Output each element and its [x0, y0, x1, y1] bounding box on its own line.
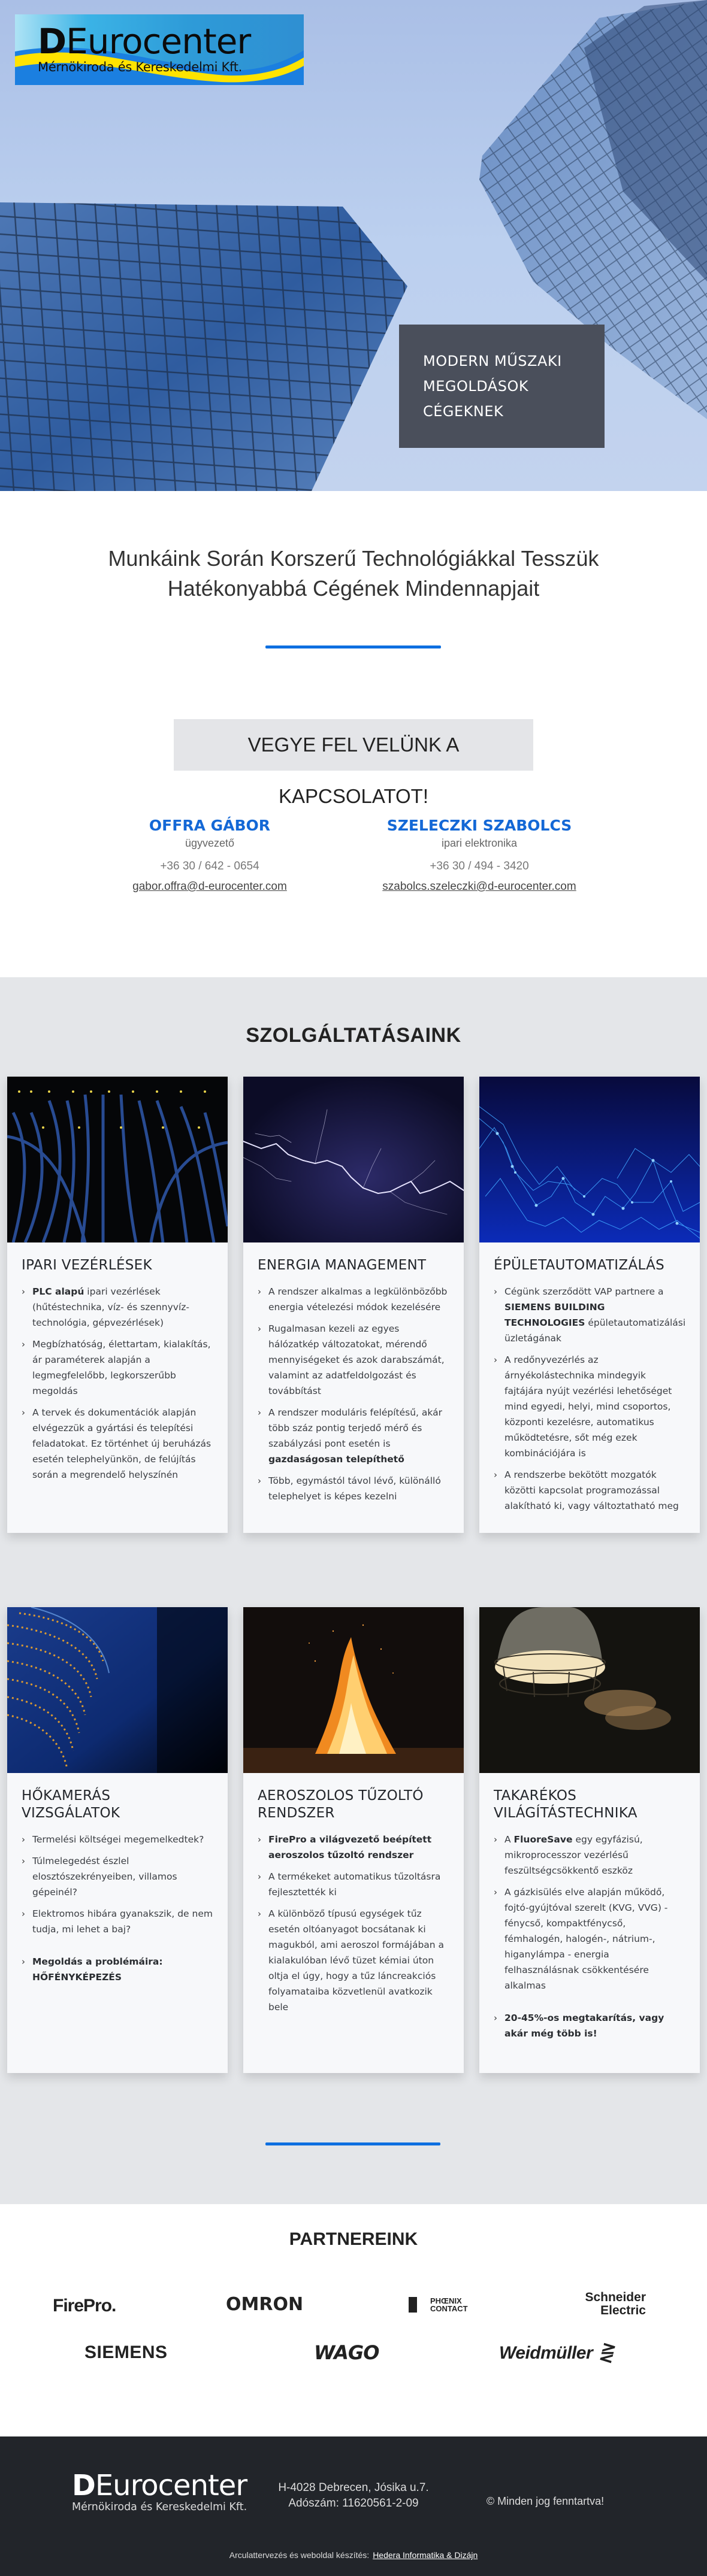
services-heading: SZOLGÁLTATÁSAINK	[246, 1024, 461, 1047]
intro-line: Hatékonyabbá Cégének Mindennapjait	[167, 576, 540, 601]
chevron-right-icon: ›	[258, 1475, 261, 1486]
list-item: › Termelési költségei megemelkedtek?	[22, 1832, 214, 1847]
partner-logo-wago[interactable]: WAGO	[314, 2341, 379, 2364]
footer-credit	[0, 2550, 707, 2560]
contact-phone[interactable]: +36 30 / 494 - 3420	[430, 860, 529, 872]
partner-logo-omron[interactable]: OMRON	[226, 2294, 304, 2315]
hero-tagline	[399, 325, 605, 448]
contact-role: ipari elektronika	[441, 837, 518, 849]
contact-email-link[interactable]: szabolcs.szeleczki@d-eurocenter.com	[382, 880, 576, 893]
chevron-right-icon: ›	[494, 1286, 497, 1297]
chevron-right-icon: ›	[494, 1887, 497, 1898]
chevron-right-icon: ›	[258, 1908, 261, 1919]
network-mesh-image	[479, 1077, 700, 1242]
service-card	[479, 1077, 700, 1533]
partner-logo-siemens[interactable]: SIEMENS	[84, 2342, 168, 2362]
service-card	[479, 1607, 700, 2073]
chevron-right-icon: ›	[258, 1323, 261, 1334]
service-title: HŐKAMERÁS VIZSGÁLATOK	[22, 1788, 120, 1821]
service-title: AEROSZOLOS TŰZOLTÓ RENDSZER	[258, 1788, 424, 1821]
chevron-right-icon: ›	[22, 1339, 25, 1350]
contact-us-button[interactable]: VEGYE FEL VELÜNK A KAPCSOLATOT!	[174, 719, 533, 771]
credit-label: Arculattervezés és weboldal készítés:	[229, 2550, 370, 2560]
logo-wordmark: DEurocenter	[38, 21, 251, 62]
pendant-lamp-image	[479, 1607, 700, 1773]
list-item: › PLC alapú ipari vezérlések (hűtéstechnika, víz- és szennyvíz-technológia, gépvezérlések)	[22, 1284, 214, 1331]
chevron-right-icon: ›	[258, 1407, 261, 1418]
chevron-right-icon: ›	[22, 1908, 25, 1919]
chevron-right-icon: ›	[494, 2013, 497, 2023]
service-list	[22, 1284, 214, 1483]
credit-link[interactable]: Hedera Informatika & Dizájn	[373, 2550, 478, 2560]
footer-logo[interactable]: DEurocenter	[72, 2469, 247, 2502]
contact-name: SZELECZKI SZABOLCS	[386, 817, 572, 834]
footer-address	[273, 2480, 434, 2511]
logo-subtitle: Mérnökiroda és Kereskedelmi Kft.	[38, 60, 243, 74]
contact-phone[interactable]: +36 30 / 642 - 0654	[160, 860, 259, 872]
tagline-line: CÉGEKNEK	[423, 403, 504, 420]
footer	[0, 2436, 707, 2576]
service-list	[258, 1284, 451, 1504]
chevron-right-icon: ›	[258, 1286, 261, 1297]
footer-logo-subtitle: Mérnökiroda és Kereskedelmi Kft.	[72, 2501, 247, 2513]
service-title: TAKARÉKOS VILÁGÍTÁSTECHNIKA	[494, 1788, 637, 1821]
chevron-right-icon: ›	[22, 1834, 25, 1845]
service-title: ENERGIA MANAGEMENT	[258, 1257, 427, 1273]
list-item: › A gázkisülés elve alapján működő, fojtó-gyújtóval szerelt (KVG, VVG) - fénycső, kompaktfénycső, fémhalogén, halogén-, nátrium-, higanylámpa - energia felhasználásnak csökkentésére alkalmas	[494, 1884, 687, 1993]
service-list	[494, 1284, 687, 1514]
divider	[265, 645, 441, 648]
list-item: › A különböző típusú egységek tűz esetén oltóanyagot bocsátanak ki magukból, ami aeroszol formájában a kialakulóban lévő tüzet kémiai úton oltja el úgy, hogy a tűz láncreakciós folyamataiba közvetlenül avatkozik bele	[258, 1906, 451, 2015]
tagline-line: MEGOLDÁSOK	[423, 378, 529, 395]
partner-logo-weidmuller[interactable]: Weidmüller ⋛	[499, 2343, 614, 2363]
contact-name: OFFRA GÁBOR	[149, 817, 271, 834]
list-item: › A rendszerbe bekötött mozgatók közötti kapcsolat programozással alakítható ki, vagy változtatható meg	[494, 1467, 687, 1514]
list-item: › Elektromos hibára gyanakszik, de nem tudja, mi lehet a baj?	[22, 1906, 214, 1937]
chevron-right-icon: ›	[258, 1834, 261, 1845]
service-title: IPARI VEZÉRLÉSEK	[22, 1257, 152, 1273]
chevron-right-icon: ›	[22, 1856, 25, 1866]
list-item: › A rendszer moduláris felépítésű, akár több száz pontig terjedő mérő és szabályzási pont esetén is gazdaságosan telepíthető	[258, 1405, 451, 1467]
list-item: › A tervek és dokumentációk alapján elvégezzük a gyártási és telepítési feladatokat. Ez történhet új beruházás esetén telephelyünkön, de felújítás során a megrendelő helyszínén	[22, 1405, 214, 1483]
chevron-right-icon: ›	[22, 1956, 25, 1967]
service-list	[494, 1832, 687, 2041]
services-section	[0, 977, 707, 2204]
campfire-image	[243, 1607, 464, 1773]
chevron-right-icon: ›	[22, 1286, 25, 1297]
tax-id-text: Adószám: 11620561-2-09	[288, 2497, 419, 2510]
list-item: › Több, egymástól távol lévő, különálló telephelyet is képes kezelni	[258, 1473, 451, 1504]
chevron-right-icon: ›	[494, 1834, 497, 1845]
service-list	[22, 1832, 214, 1985]
light-trails-image	[7, 1607, 228, 1773]
service-title: ÉPÜLETAUTOMATIZÁLÁS	[494, 1257, 665, 1273]
list-item: › Megoldás a problémáira: HŐFÉNYKÉPEZÉS	[22, 1954, 214, 1985]
divider	[265, 2142, 440, 2145]
copyright-text: © Minden jog fenntartva!	[486, 2495, 605, 2507]
partner-logo-phoenix-contact[interactable]: PHŒNIX CONTACT	[409, 2297, 475, 2313]
intro-line: Munkáink Során Korszerű Technológiákkal Tesszük	[108, 546, 599, 571]
tagline-line: MODERN MŰSZAKI	[423, 353, 562, 369]
address-text: H-4028 Debrecen, Jósika u.7.	[278, 2481, 429, 2494]
hero-banner	[0, 0, 707, 491]
service-list	[258, 1832, 451, 2015]
contact-card	[365, 816, 593, 895]
list-item: › A rendszer alkalmas a legkülönbözőbb energia vételezési módok kezelésére	[258, 1284, 451, 1315]
chevron-right-icon: ›	[22, 1407, 25, 1418]
company-logo[interactable]	[15, 14, 304, 85]
contact-card	[108, 816, 312, 895]
chevron-right-icon: ›	[494, 1354, 497, 1365]
chevron-right-icon: ›	[494, 1469, 497, 1480]
service-card	[243, 1077, 464, 1533]
lightning-image	[243, 1077, 464, 1242]
list-item: › FirePro a világvezető beépített aeroszolos tűzoltó rendszer	[258, 1832, 451, 1863]
contact-email-link[interactable]: gabor.offra@d-eurocenter.com	[132, 880, 287, 893]
list-item: › A termékeket automatikus tűzoltásra fejlesztették ki	[258, 1869, 451, 1900]
list-item: › 20-45%-os megtakarítás, vagy akár még több is!	[494, 2010, 687, 2041]
contact-role: ügyvezető	[185, 837, 235, 849]
weidmuller-mark-icon: ⋛	[599, 2343, 614, 2363]
service-card	[7, 1607, 228, 2073]
list-item: › Megbízhatóság, élettartam, kialakítás, ár paraméterek alapján a legmegfelelőbb, legkorszerűbb megoldás	[22, 1337, 214, 1399]
network-cables-image	[7, 1077, 228, 1242]
chevron-right-icon: ›	[258, 1871, 261, 1882]
partners-heading: PARTNEREINK	[289, 2229, 418, 2249]
list-item: › A FluoreSave egy egyfázisú, mikroprocesszor vezérlésű feszültségcsökkentő eszköz	[494, 1832, 687, 1878]
service-card	[243, 1607, 464, 2073]
list-item: › A redőnyvezérlés az árnyékolástechnika mindegyik fajtájára nyújt vezérlési lehetőséget mind egyedi, helyi, mind csoportos, központi kezelésre, automatikus működtetésre, sőt még ezek kombinációjára is	[494, 1352, 687, 1461]
list-item: › Rugalmasan kezeli az egyes hálózatkép változatokat, mérendő mennyiségeket és azok darabszámát, valamint az adatfeldolgozást és továbbítást	[258, 1321, 451, 1399]
partner-logo-schneider-electric[interactable]: Schneider Electric	[585, 2290, 646, 2317]
intro-heading	[0, 544, 707, 604]
list-item: › Túlmelegedést észlel elosztószekrényeiben, villamos gépeinél?	[22, 1853, 214, 1900]
partner-logo-firepro[interactable]: FirePro.	[53, 2296, 116, 2316]
service-card	[7, 1077, 228, 1533]
list-item: › Cégünk szerződött VAP partnere a SIEMENS BUILDING TECHNOLOGIES épületautomatizálási üzletágának	[494, 1284, 687, 1346]
